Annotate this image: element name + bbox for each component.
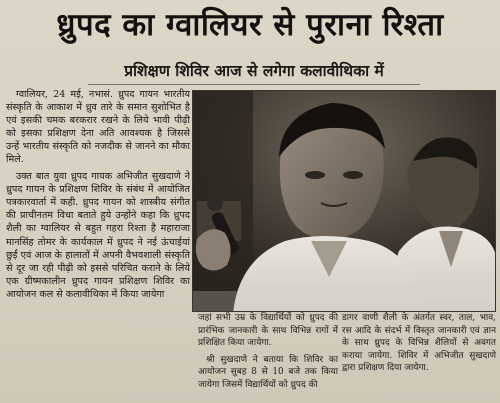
- article-paragraph-2: उक्त बात युवा ध्रुपद गायक अभिजीत सुखदाणे ने ध्रुपद गायन के प्रशिक्षण शिविर के संबंध में आयोजित पत्रकारवार्ता में कही. ध्रुपद गायन को शास्त्रीय संगीत की प्राचीनतम विधा बताते हुये उन्होंने कहा कि ध्रुपद शैली का ग्वालियर से बहुत गहरा रिश्ता है महाराजा मानसिंह तोमर के कार्यकाल में ध्रुपद ने नई ऊंचाईयां छुईं एवं आज के हालातों में अपनी वैभवशाली संस्कृति से दूर जा रही पीढ़ी को इससे परिचित कराने के लिये एक ग्रीष्मकालीन ध्रुपद गायन प्रशिक्षण शिविर का आयोजन कल से कलावीथिका में किया जायेगा: [6, 171, 190, 300]
- article-left-column: [6, 88, 190, 399]
- headline: ध्रुपद का ग्वालियर से पुराना रिश्ता: [56, 7, 444, 43]
- article-middle-paragraph-2: श्री सुखदाणे ने बताया कि शिविर का आयोजन सुबह 8 से 10 बजे तक किया जायेगा जिसमें विद्यार्थियों को ध्रुपद की: [198, 354, 338, 390]
- news-photo-image: [193, 91, 496, 312]
- news-photo: [192, 90, 496, 312]
- article-right-column: डागर वाणी शैली के अंतर्गत स्वर, ताल, भाव, रस आदि के संदर्भ में विस्तृत जानकारी एवं ज्ञान के साथ ध्रुपद के विभिन्न शैलियों से अवगत कराया जायेगा. शिविर में अभिजीत सुखदाणे द्वारा प्रशिक्षण दिया जायेगा.: [342, 313, 496, 374]
- article-middle-column: [198, 312, 338, 400]
- article-paragraph-1: ग्वालियर, 24 मई, नभासं. ध्रुपद गायन भारतीय संस्कृति के आकाश में ध्रुव तारे के समान सुशोभित है एवं इसकी चमक बरकरार रखने के लिये भावी पीढ़ी को इसका प्रशिक्षण देना अति आवश्यक है जिससे उन्हें भारतीय संस्कृति को नजदीक से जानने का मौका मिले.: [6, 89, 190, 166]
- subheadline-rule: [88, 84, 420, 85]
- article-middle-paragraph-1: जहां सभी उम्र के विद्यार्थियों को ध्रुपद की प्रारंभिक जानकारी के साथ विभिन्न रागों में प्रशिक्षित किया जायेगा.: [198, 313, 338, 349]
- subheadline: प्रशिक्षण शिविर आज से लगेगा कलावीथिका में: [124, 62, 384, 80]
